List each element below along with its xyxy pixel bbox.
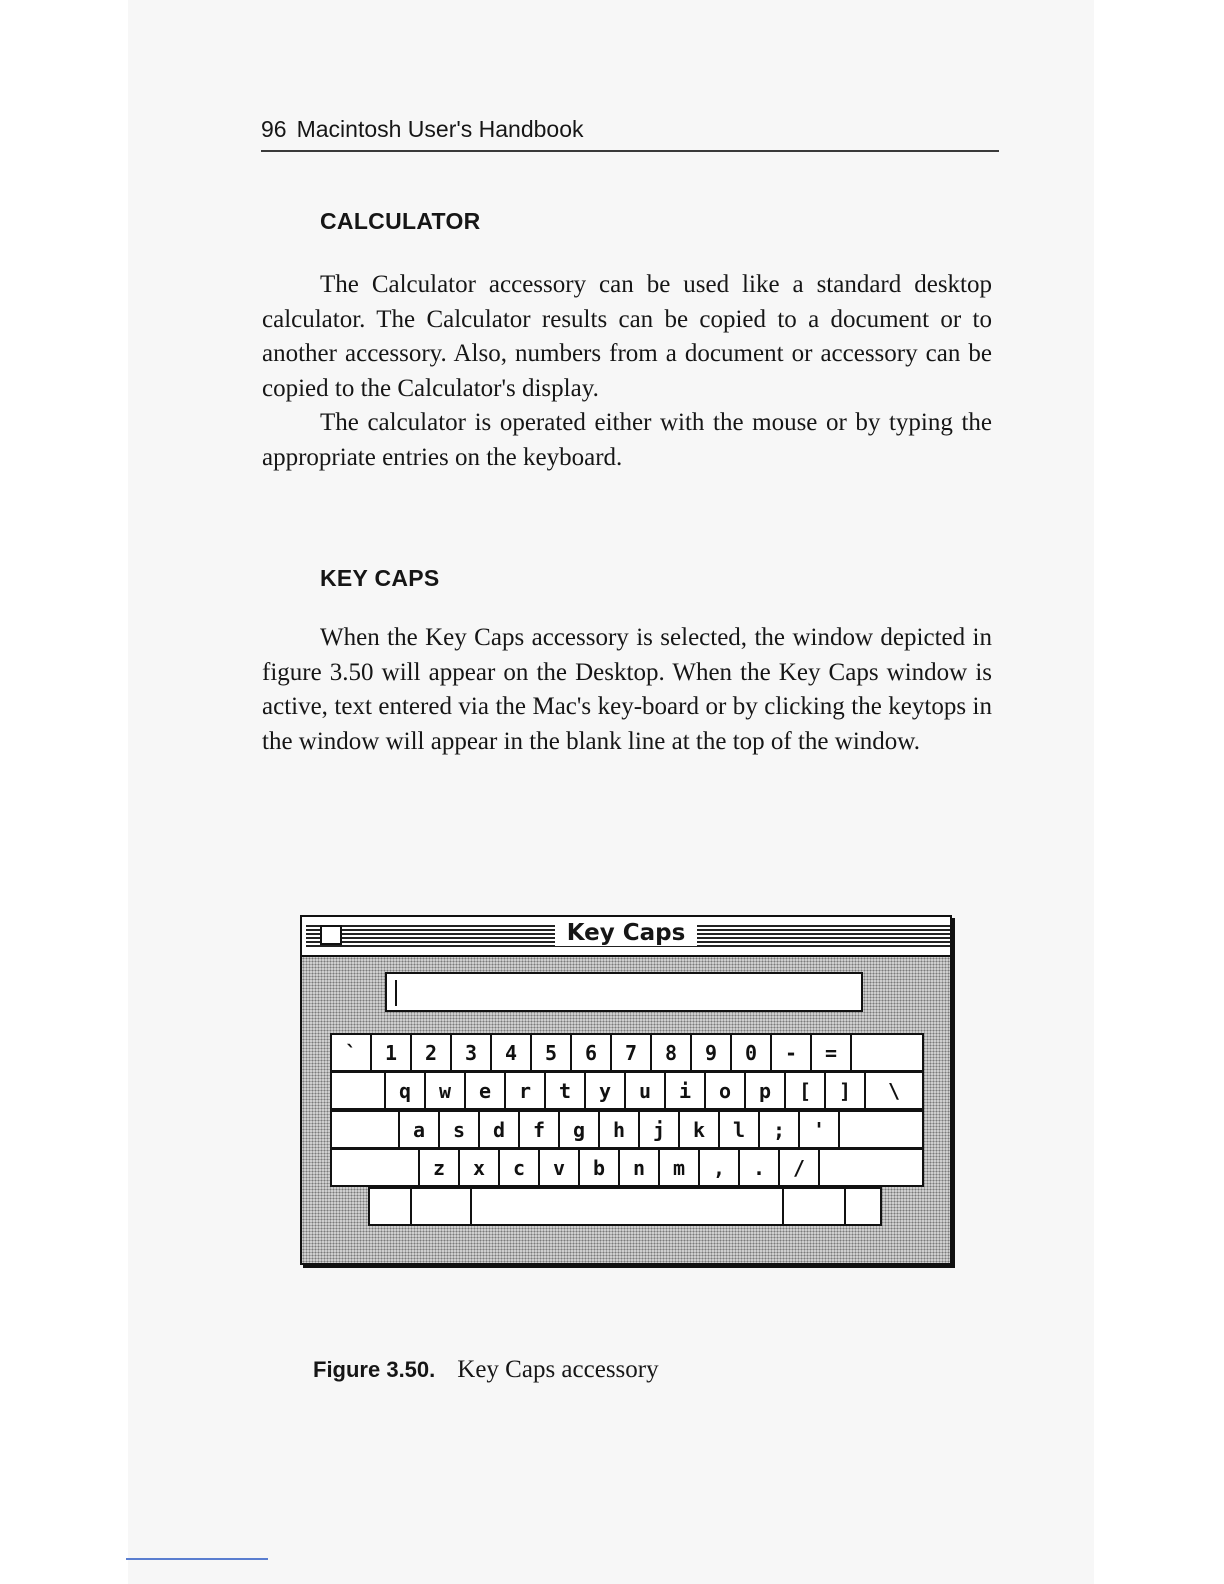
key-cap[interactable]: 0 xyxy=(730,1033,772,1072)
section-heading-key-caps: KEY CAPS xyxy=(320,565,440,591)
key-cap[interactable]: 5 xyxy=(530,1033,572,1072)
key-cap[interactable]: c xyxy=(498,1148,540,1187)
key-cap[interactable]: y xyxy=(584,1071,626,1110)
key-cap[interactable] xyxy=(818,1148,924,1187)
key-cap[interactable]: r xyxy=(504,1071,546,1110)
key-cap[interactable]: ` xyxy=(330,1033,372,1072)
key-cap[interactable]: h xyxy=(598,1110,640,1149)
key-cap[interactable]: ; xyxy=(758,1110,800,1149)
key-cap[interactable]: v xyxy=(538,1148,580,1187)
key-caps-text-field[interactable] xyxy=(385,972,863,1012)
key-cap[interactable]: / xyxy=(778,1148,820,1187)
key-cap[interactable]: l xyxy=(718,1110,760,1149)
key-cap[interactable]: n xyxy=(618,1148,660,1187)
close-box-icon[interactable] xyxy=(320,925,342,945)
scan-edge-line xyxy=(126,1558,268,1560)
window-title-bar[interactable] xyxy=(302,917,950,957)
key-cap[interactable]: b xyxy=(578,1148,620,1187)
key-cap[interactable]: w xyxy=(424,1071,466,1110)
key-cap[interactable]: j xyxy=(638,1110,680,1149)
paragraph: When the Key Caps accessory is selected, the window depicted in figure 3.50 will appear on the Desktop. When the Key Caps window is active, text entered via the Mac's key-board or by clicking the keytops in the window will appear in the blank line at the top of the window. xyxy=(262,624,992,755)
key-cap[interactable]: d xyxy=(478,1110,520,1149)
running-header xyxy=(261,116,999,152)
figure-caption xyxy=(313,1356,659,1384)
key-cap[interactable] xyxy=(410,1187,472,1226)
key-cap[interactable]: x xyxy=(458,1148,500,1187)
key-cap[interactable]: f xyxy=(518,1110,560,1149)
key-cap[interactable] xyxy=(844,1187,882,1226)
key-cap[interactable] xyxy=(330,1110,400,1149)
key-cap[interactable]: q xyxy=(384,1071,426,1110)
key-cap[interactable]: ] xyxy=(824,1071,866,1110)
key-cap[interactable]: u xyxy=(624,1071,666,1110)
window-title: Key Caps xyxy=(555,920,697,946)
key-cap[interactable]: s xyxy=(438,1110,480,1149)
paragraph: The calculator is operated either with the mouse or by typing the appropriate entries on the keyboard. xyxy=(262,409,992,471)
key-cap[interactable]: [ xyxy=(784,1071,826,1110)
page-background xyxy=(128,0,1094,1584)
key-cap[interactable]: k xyxy=(678,1110,720,1149)
key-cap[interactable] xyxy=(838,1110,924,1149)
text-cursor xyxy=(395,980,397,1006)
key-caps-window xyxy=(300,915,952,1265)
running-title: Macintosh User's Handbook xyxy=(296,116,584,142)
page-number: 96 xyxy=(261,116,287,142)
key-cap[interactable] xyxy=(330,1071,386,1110)
key-cap[interactable]: 1 xyxy=(370,1033,412,1072)
key-cap[interactable] xyxy=(850,1033,924,1072)
key-cap[interactable] xyxy=(368,1187,412,1226)
keyboard-area xyxy=(302,957,950,1263)
section-body-calculator xyxy=(262,268,992,476)
key-cap[interactable]: m xyxy=(658,1148,700,1187)
key-cap[interactable]: z xyxy=(418,1148,460,1187)
key-cap[interactable] xyxy=(782,1187,846,1226)
section-body-key-caps xyxy=(262,621,992,759)
key-cap[interactable]: \ xyxy=(864,1071,924,1110)
key-cap[interactable] xyxy=(330,1148,420,1187)
key-cap[interactable] xyxy=(470,1187,784,1226)
section-heading-calculator: CALCULATOR xyxy=(320,208,481,234)
key-cap[interactable]: 4 xyxy=(490,1033,532,1072)
key-cap[interactable]: 9 xyxy=(690,1033,732,1072)
key-cap[interactable]: e xyxy=(464,1071,506,1110)
key-cap[interactable]: . xyxy=(738,1148,780,1187)
key-cap[interactable]: , xyxy=(698,1148,740,1187)
figure-label: Figure 3.50. xyxy=(313,1357,436,1382)
key-cap[interactable]: - xyxy=(770,1033,812,1072)
key-cap[interactable]: p xyxy=(744,1071,786,1110)
key-cap[interactable]: = xyxy=(810,1033,852,1072)
key-cap[interactable]: i xyxy=(664,1071,706,1110)
key-cap[interactable]: t xyxy=(544,1071,586,1110)
paragraph: The Calculator accessory can be used like a standard desktop calculator. The Calculator results can be copied to a document or to another accessory. Also, numbers from a document or accessory can be copied to the Calculator's display. xyxy=(262,271,992,402)
key-cap[interactable]: 7 xyxy=(610,1033,652,1072)
key-cap[interactable]: o xyxy=(704,1071,746,1110)
key-cap[interactable]: 3 xyxy=(450,1033,492,1072)
key-cap[interactable]: ' xyxy=(798,1110,840,1149)
key-cap[interactable]: g xyxy=(558,1110,600,1149)
figure-caption-text: Key Caps accessory xyxy=(457,1356,659,1383)
key-cap[interactable]: a xyxy=(398,1110,440,1149)
key-cap[interactable]: 8 xyxy=(650,1033,692,1072)
key-cap[interactable]: 6 xyxy=(570,1033,612,1072)
key-cap[interactable]: 2 xyxy=(410,1033,452,1072)
